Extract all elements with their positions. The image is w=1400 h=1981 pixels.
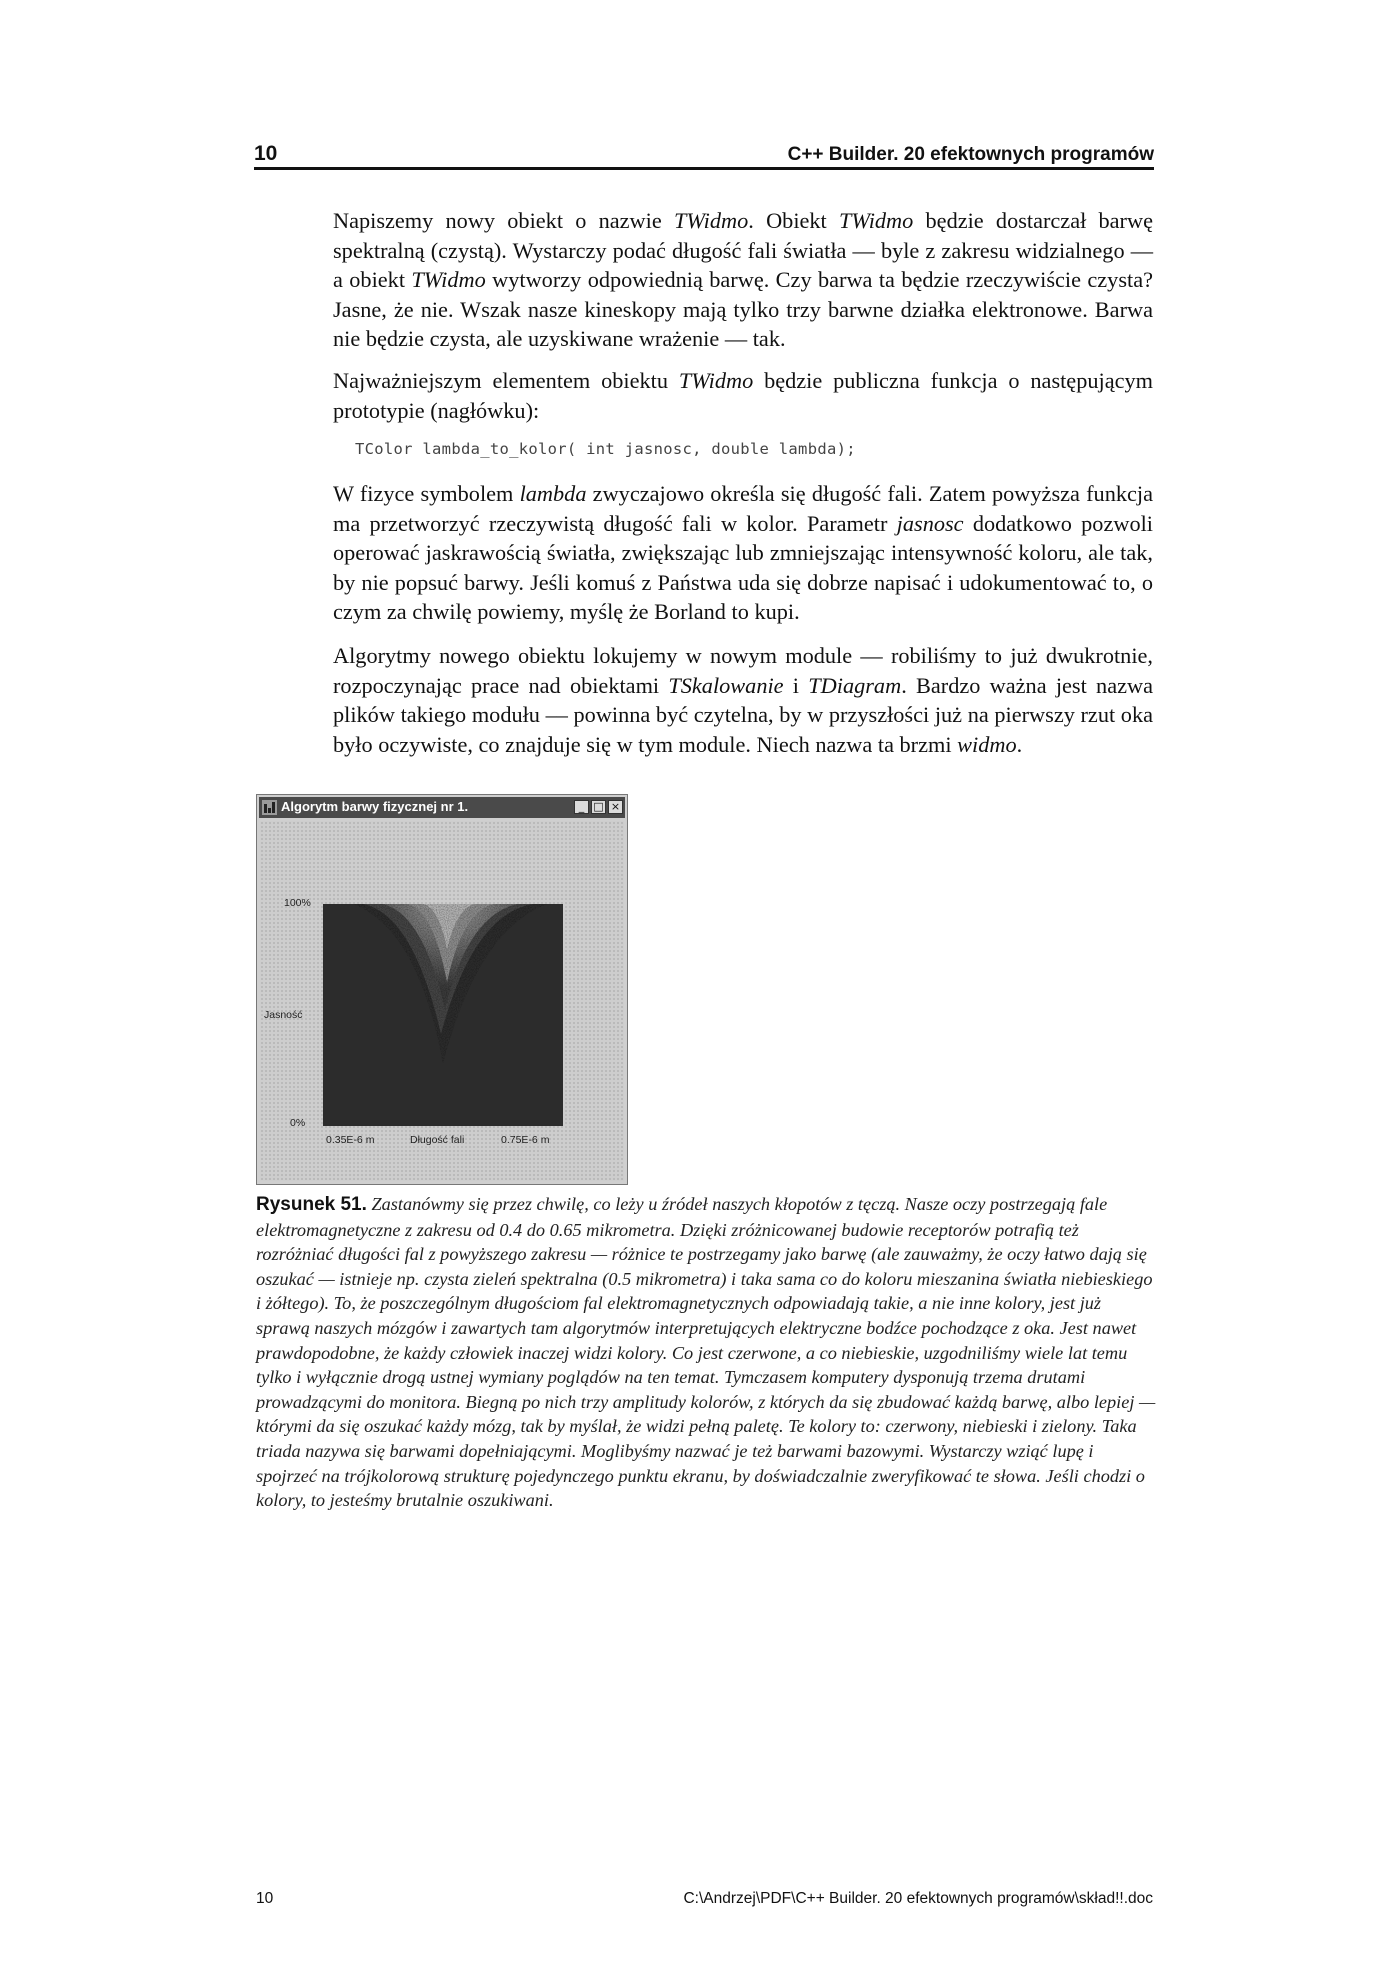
close-button[interactable]: × (608, 800, 623, 814)
header-rule (254, 167, 1154, 170)
spectrum-image (323, 904, 563, 1126)
paragraph-3 (333, 479, 1153, 627)
footer-page-number: 10 (256, 1890, 274, 1907)
identifier-text: TSkalowanie (668, 672, 784, 698)
identifier-text: widmo (957, 731, 1017, 757)
paragraph-text: będzie dostarczał barwę spektralną (czystą). Wystarczy podać długość fali światła — byle z zakresu widzialnego — a obiekt (333, 208, 1153, 292)
caption-text: Zastanówmy się przez chwilę, co leży u źródeł naszych kłopotów z tęczą. Nasze oczy postrzegają fale elektromagnetyczne z zakresu od 0.4 do 0.65 mikrometra. Dzięki zróżnicowanej budowie receptorów potrafią też rozróżniać długości fal z powyższego zakresu — różnice te postrzegamy jako barwę (ale zauważmy, że oczy łatwo dają się oszukać — istnieje np. czysta zieleń spektralna (0.5 mikrometra) i taka sama co do koloru mieszanina światła niebieskiego i żółtego). To, że poszczególnym długościom fal elektromagnetycznych odpowiadają takie, a nie inne kolory, jest już sprawą naszych mózgów i zawartych tam algorytmów interpretujących elektryczne bodźce pochodzące z oka. Jest nawet prawdopodobne, że każdy człowiek inaczej widzi kolory. Co jest czerwone, a co niebieskie, uzgodniliśmy wiele lat temu tylko i wyłącznie drogą ustnej wymiany poglądów na ten temat. Tymczasem komputery dysponują trzema drutami prowadzącymi do monitora. Biegną po nich trzy amplitudy kolorów, z których da się zbudować każdą barwę, albo lepiej — którymi da się oszukać każdy mózg, tak by myślał, że widzi pełną paletę. Te kolory to: czerwony, niebieski i zielony. Taka triada nazywa się barwami dopełniającymi. Moglibyśmy nazwać je też barwami bazowymi. Wystarczy wziąć lupę i spojrzeć na trójkolorową strukturę pojedynczego punktu ekranu, by doświadczalnie zweryfikować te słowa. Jeśli chodzi o kolory, to jesteśmy brutalnie oszukiwani. (256, 1194, 1156, 1511)
x-right-label: 0.75E-6 m (501, 1134, 550, 1146)
paragraph-1 (333, 206, 1153, 354)
header-page-number: 10 (254, 142, 278, 165)
chart-app-icon (262, 800, 277, 815)
code-prototype: TColor lambda_to_kolor( int jasnosc, double lambda); (355, 440, 856, 458)
figure-caption (256, 1192, 1156, 1513)
y-axis-label: Jasność (264, 1009, 303, 1021)
paragraph-text: . (1016, 731, 1023, 757)
paragraph-text: . Bardzo ważna jest nazwa plików takiego modułu –– powinna być czytelna, by w przyszłości już na pierwszy rzut oka było oczywiste, co znajduje się w tym module. Niech nazwa ta brzmi (333, 672, 1153, 757)
paragraph-text: . Obiekt (748, 208, 839, 233)
client-area (260, 821, 624, 1181)
minimize-button[interactable]: _ (574, 800, 589, 814)
paragraph-4 (333, 641, 1153, 759)
header-book-title: C++ Builder. 20 efektownych programów (787, 144, 1154, 165)
identifier-text: TWidmo (673, 208, 749, 233)
identifier-text: TDiagram (808, 672, 902, 698)
identifier-text: TWidmo (678, 368, 754, 393)
window-titlebar[interactable] (259, 797, 625, 818)
paragraph-text: W fizyce symbolem (333, 481, 520, 506)
identifier-text: lambda (519, 481, 587, 506)
figure-window (256, 794, 628, 1185)
y-bottom-label: 0% (290, 1117, 306, 1129)
running-header (254, 140, 1154, 170)
paragraph-text: będzie publiczna funkcja o następującym prototypie (nagłówku): (333, 368, 1153, 423)
x-left-label: 0.35E-6 m (326, 1134, 375, 1146)
x-axis-label: Długość fali (410, 1134, 465, 1146)
paragraph-text: i (783, 672, 809, 698)
y-top-label: 100% (284, 897, 311, 909)
paragraph-text: Najważniejszym elementem obiektu (333, 368, 679, 393)
paragraph-text: dodatkowo pozwoli operować jaskrawością światła, zwiększając lub zmniejszając intensywność koloru, ale tak, by nie popsuć barwy. Jeśli komuś z Państwa uda się dobrze napisać i udokumentować to, o czym za chwilę powiemy, myślę że Borland to kupi. (333, 510, 1153, 624)
footer-file-path: C:\Andrzej\PDF\C++ Builder. 20 efektownych programów\skład!!.doc (683, 1890, 1153, 1907)
identifier-text: TWidmo (411, 267, 486, 292)
paragraph-text: wytworzy odpowiednią barwę. Czy barwa ta będzie rzeczywiście czysta? Jasne, że nie. Wszak nasze kineskopy mają tylko trzy barwne działka elektronowe. Barwa nie będzie czysta, ale uzyskiwane wrażenie — tak. (333, 267, 1153, 351)
maximize-button[interactable]: □ (591, 800, 606, 814)
paragraph-2 (333, 366, 1153, 425)
paragraph-text: Napiszemy nowy obiekt o nazwie (333, 208, 674, 233)
paragraph-text: zwyczajowo określa się długość fali. Zatem powyższa funkcja ma przetworzyć rzeczywistą długość fali w kolor. Parametr (333, 481, 1153, 536)
window-title: Algorytm barwy fizycznej nr 1. (281, 799, 469, 814)
paragraph-text: Algorytmy nowego obiektu lokujemy w nowym module — robiliśmy to już dwukrotnie, rozpoczynając prace nad obiektami (333, 643, 1153, 698)
identifier-text: TWidmo (838, 208, 914, 233)
spectrum-plot (323, 904, 563, 1126)
identifier-text: jasnosc (896, 510, 964, 536)
caption-label: Rysunek 51. (256, 1194, 367, 1215)
